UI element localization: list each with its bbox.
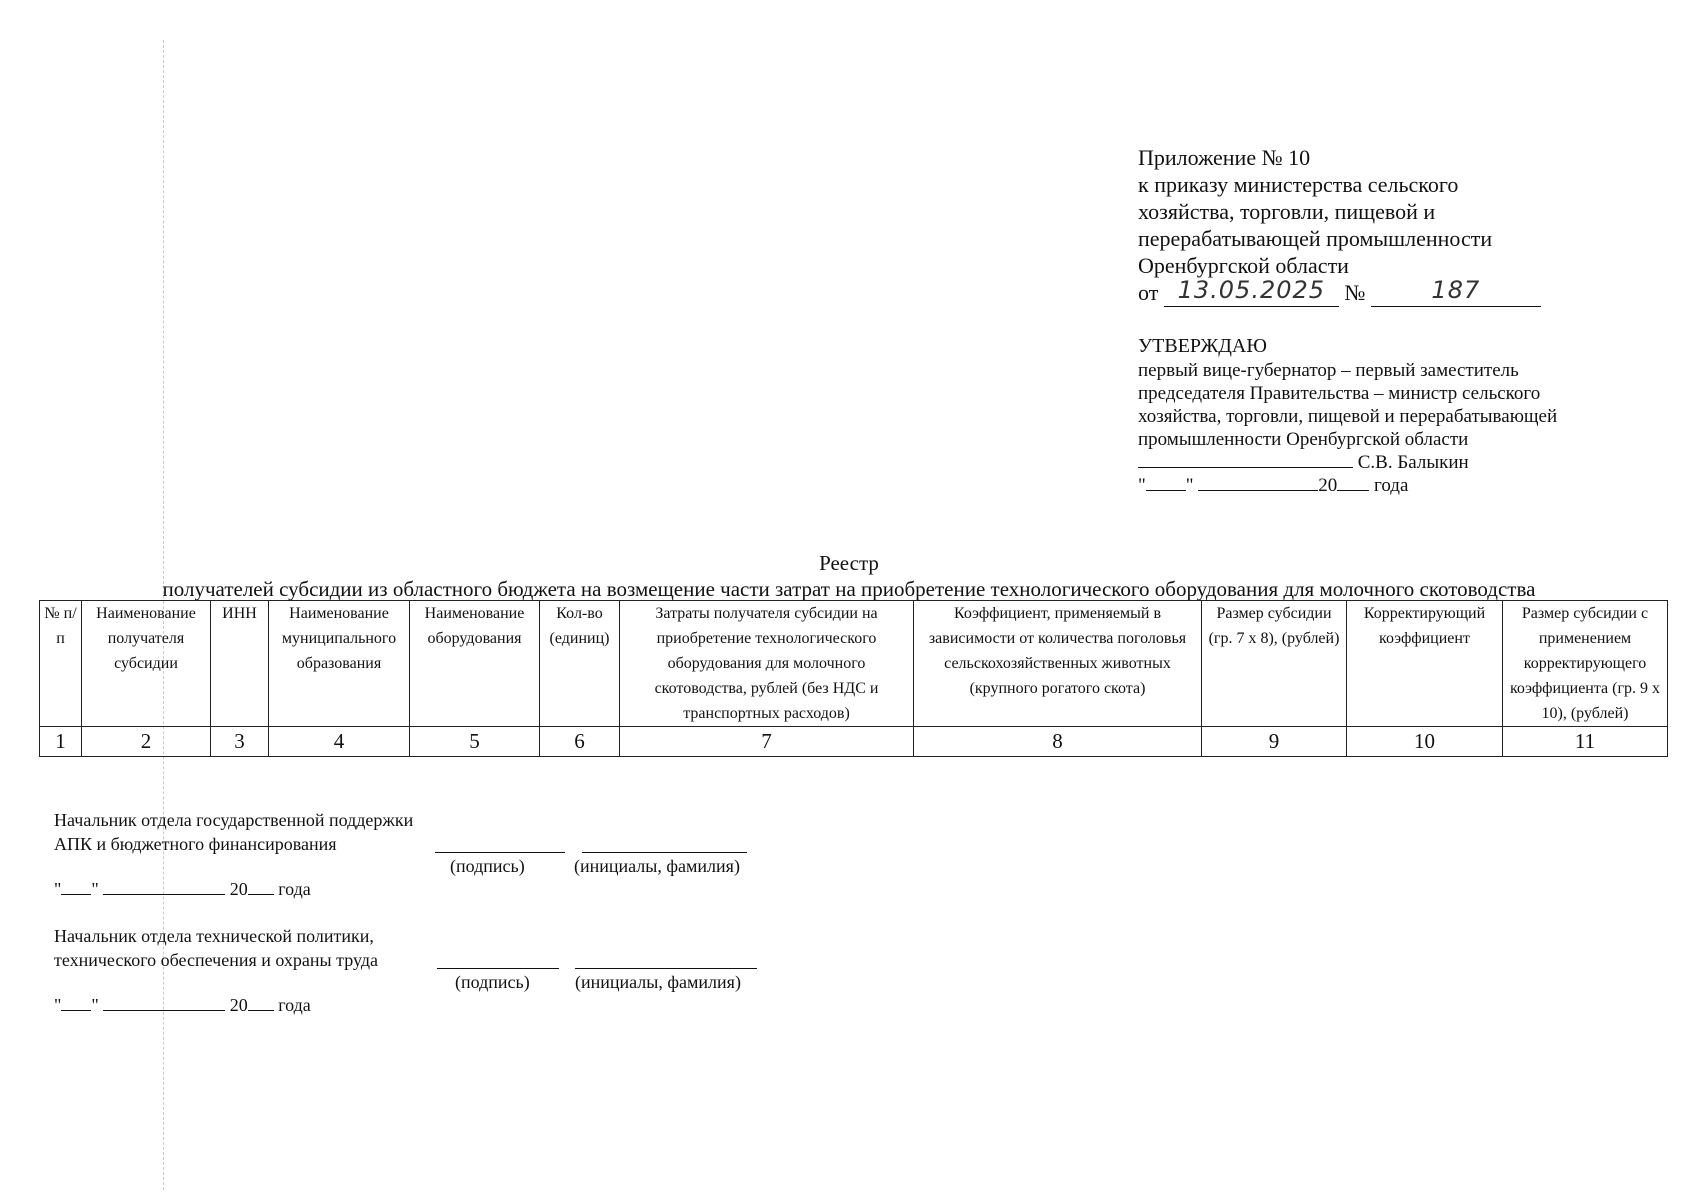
signature-date-row: " " 20 года bbox=[54, 879, 311, 899]
order-date-field bbox=[1164, 276, 1339, 307]
column-header: Наименование получателя субсидии bbox=[82, 601, 211, 727]
document-title: Реестр bbox=[819, 551, 879, 575]
signature-caption: (подпись) bbox=[450, 856, 525, 876]
column-header: Размер субсидии с применением корректирующего коэффициента (гр. 9 х 10), (рублей) bbox=[1503, 601, 1668, 727]
approval-date-row: " " 20 года bbox=[1138, 475, 1409, 496]
signature-line bbox=[435, 852, 565, 853]
day-blank bbox=[1146, 475, 1186, 491]
approval-block bbox=[1138, 335, 1557, 497]
date-year: 20 bbox=[1318, 475, 1338, 496]
column-number: 1 bbox=[40, 727, 82, 757]
approval-line: председателя Правительства – министр сельского bbox=[1138, 383, 1541, 404]
attachment-line: к приказу министерства сельского bbox=[1138, 172, 1459, 197]
column-header: Размер субсидии (гр. 7 х 8), (рублей) bbox=[1202, 601, 1347, 727]
month-blank bbox=[1198, 475, 1318, 491]
approval-signer-row bbox=[1138, 451, 1557, 474]
date-prefix: от bbox=[1138, 280, 1159, 305]
order-date-number-row bbox=[1138, 276, 1541, 307]
number-label: № bbox=[1344, 280, 1366, 305]
column-number: 7 bbox=[620, 727, 914, 757]
name-line bbox=[575, 968, 757, 969]
handwritten-number: 187 bbox=[1431, 276, 1481, 304]
signature-date-row: " " 20 года bbox=[54, 995, 311, 1015]
column-number: 6 bbox=[540, 727, 620, 757]
signatory-title: Начальник отдела технической политики, технического обеспечения и охраны труда bbox=[54, 926, 378, 970]
column-header: № п/п bbox=[40, 601, 82, 727]
approval-line: хозяйства, торговли, пищевой и перерабатывающей bbox=[1138, 406, 1558, 427]
column-header: Корректирующий коэффициент bbox=[1347, 601, 1503, 727]
approval-line: первый вице-губернатор – первый заместитель bbox=[1138, 360, 1519, 381]
document-subtitle: получателей субсидии из областного бюджета на возмещение части затрат на приобретение технологического оборудования для молочного скотоводства bbox=[162, 577, 1536, 601]
column-number: 3 bbox=[211, 727, 269, 757]
column-header: Кол-во (единиц) bbox=[540, 601, 620, 727]
column-header: Затраты получателя субсидии на приобретение технологического оборудования для молочного скотоводства, рублей (без НДС и транспортных расходов) bbox=[620, 601, 914, 727]
signatory-title: Начальник отдела государственной поддержки АПК и бюджетного финансирования bbox=[54, 810, 414, 854]
attachment-line: перерабатывающей промышленности bbox=[1138, 226, 1493, 251]
name-caption: (инициалы, фамилия) bbox=[574, 856, 740, 876]
year-blank bbox=[1337, 475, 1369, 491]
approval-line: промышленности Оренбургской области bbox=[1138, 429, 1469, 450]
approval-signer: С.В. Балыкин bbox=[1357, 452, 1469, 473]
attachment-line: Приложение № 10 bbox=[1138, 145, 1311, 170]
handwritten-date: 13.05.2025 bbox=[1177, 276, 1326, 304]
attachment-line: Оренбургской области bbox=[1138, 253, 1349, 278]
date-suffix: года bbox=[1374, 475, 1409, 496]
column-number-row bbox=[40, 727, 1668, 757]
name-line bbox=[582, 852, 747, 853]
column-header: Наименование муниципального образования bbox=[269, 601, 410, 727]
attachment-block bbox=[1138, 144, 1541, 307]
column-header: ИНН bbox=[211, 601, 269, 727]
column-number: 2 bbox=[82, 727, 211, 757]
column-number: 10 bbox=[1347, 727, 1503, 757]
signature-caption: (подпись) bbox=[455, 972, 530, 992]
name-caption: (инициалы, фамилия) bbox=[575, 972, 741, 992]
signature-line bbox=[437, 968, 559, 969]
column-number: 11 bbox=[1503, 727, 1668, 757]
column-number: 4 bbox=[269, 727, 410, 757]
column-header: Наименование оборудования bbox=[410, 601, 540, 727]
column-number: 5 bbox=[410, 727, 540, 757]
column-header: Коэффициент, применяемый в зависимости от количества поголовья сельскохозяйственных животных (крупного рогатого скота) bbox=[914, 601, 1202, 727]
approval-heading: УТВЕРЖДАЮ bbox=[1138, 335, 1267, 357]
signature-blank bbox=[1138, 452, 1353, 468]
attachment-line: хозяйства, торговли, пищевой и bbox=[1138, 199, 1436, 224]
table-header-row bbox=[40, 601, 1668, 727]
order-number-field bbox=[1371, 276, 1541, 307]
column-number: 9 bbox=[1202, 727, 1347, 757]
registry-table bbox=[39, 600, 1668, 757]
column-number: 8 bbox=[914, 727, 1202, 757]
